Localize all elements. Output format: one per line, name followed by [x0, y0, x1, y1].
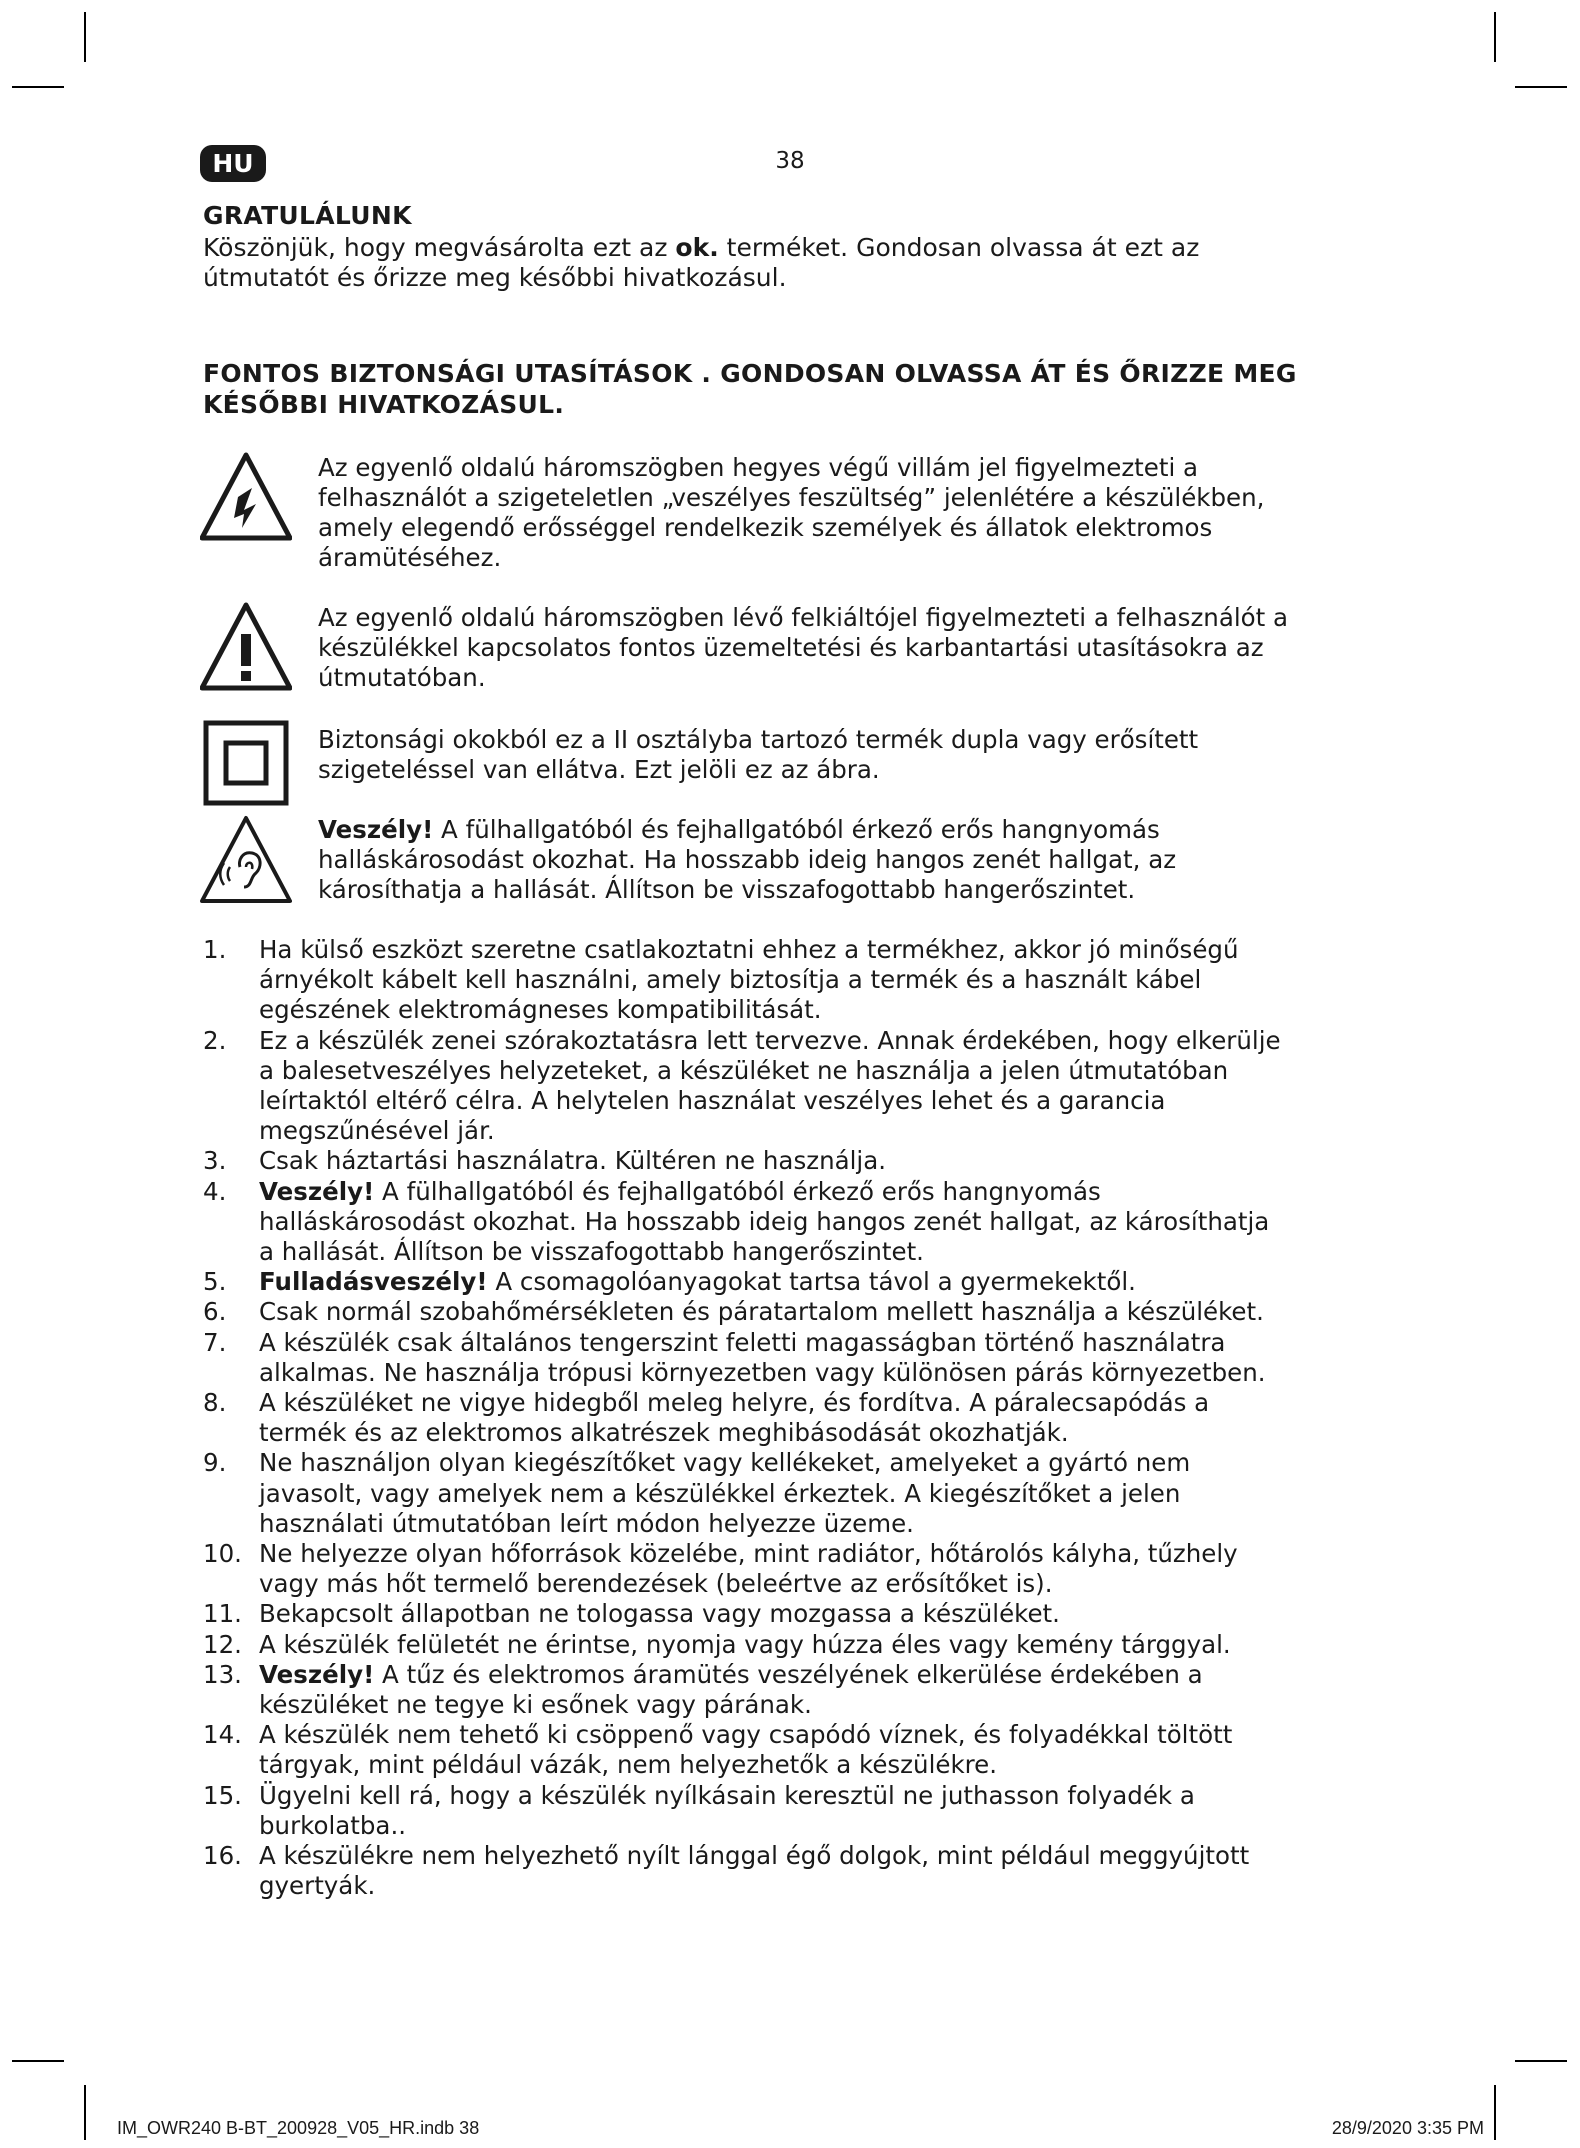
list-item: 10. Ne helyezze olyan hőforrások közelébe, mint radiátor, hőtárolós kályha, tűzhely vagy más hőt termelő berendezések (beleértve az erősítőket is). — [203, 1539, 1238, 1599]
hearing-warning-icon — [200, 815, 292, 907]
list-item: 13. Veszély! A tűz és elektromos áramütés veszélyének elkerülése érdekében a készüléket ne tegye ki esőnek vagy párának. — [203, 1659, 1203, 1720]
list-item: 12. A készülék felületét ne érintse, nyomja vagy húzza éles vagy kemény tárggyal. — [203, 1629, 1231, 1659]
lightning-warning-icon — [200, 452, 292, 544]
list-item: 8. A készüléket ne vigye hidegből meleg helyre, és fordítva. A páralecsapódás a termék és az elektromos alkatrészek meghibásodását okozhatják. — [203, 1388, 1210, 1448]
intro-paragraph: Köszönjük, hogy megvásárolta ezt az ok. terméket. Gondosan olvassa át ezt az útmutatót és őrizze meg későbbi hivatkozásul. — [203, 233, 1200, 292]
crop-mark — [84, 12, 86, 62]
crop-mark — [1515, 2060, 1567, 2062]
list-item: 11. Bekapcsolt állapotban ne tologassa vagy mozgassa a készüléket. — [203, 1599, 1060, 1629]
crop-mark — [12, 86, 64, 88]
list-item: 1. Ha külső eszközt szeretne csatlakoztatni ehhez a termékhez, akkor jó minőségű árnyékolt kábelt kell használni, amely biztosítja a termék és a használt kábel egészének elektromágneses kompatibilitását. — [203, 935, 1239, 1025]
crop-mark — [1515, 86, 1567, 88]
page-number: 38 — [775, 148, 805, 174]
crop-mark — [1494, 12, 1496, 62]
list-item: 3. Csak háztartási használatra. Kültéren ne használja. — [203, 1146, 887, 1176]
list-item: 15. Ügyelni kell rá, hogy a készülék nyílkásain keresztül ne juthasson folyadék a burkolatba.. — [203, 1780, 1195, 1840]
list-item: 2. Ez a készülék zenei szórakoztatásra lett tervezve. Annak érdekében, hogy elkerülje a balesetveszélyes helyzeteket, a készüléket ne használja a jelen útmutatóban leírtaktól eltérő célra. A helytelen használat veszélyes lehet és a garancia megszűnésével jár. — [203, 1025, 1281, 1146]
safety-rules-list — [203, 935, 1383, 1902]
footer-timestamp: 28/9/2020 3:35 PM — [1331, 2118, 1484, 2138]
list-item: 4. Veszély! A fülhallgatóból és fejhallgatóból érkező erős hangnyomás halláskárosodást okozhat. Ha hosszabb ideig hangos zenét hallgat, az károsíthatja a hallását. Állítson be visszafogottabb hangerőszintet. — [203, 1176, 1270, 1267]
list-item: 7. A készülék csak általános tengerszint feletti magasságban történő használatra alkalmas. Ne használja trópusi környezetben vagy különösen párás környezetben. — [203, 1327, 1266, 1387]
double-insulation-icon — [203, 720, 289, 806]
crop-mark — [1494, 2085, 1496, 2140]
symbol-text-hearing: Veszély! A fülhallgatóból és fejhallgatóból érkező erős hangnyomás halláskárosodást okozhat. Ha hosszabb ideig hangos zenét hallgat, az károsíthatja a hallását. Állítson be visszafogottabb hangerőszintet. — [318, 815, 1177, 904]
list-item: 9. Ne használjon olyan kiegészítőket vagy kellékeket, amelyeket a gyártó nem javasolt, vagy amelyek nem a készülékkel érkeztek. A kiegészítőket a jelen használati útmutatóban leírt módon helyezze üzeme. — [203, 1448, 1191, 1538]
brand-name: ok. — [675, 233, 719, 262]
symbol-text-insulation: Biztonsági okokból ez a II osztályba tartozó termék dupla vagy erősített szigeteléssel van ellátva. Ezt jelöli ez az ábra. — [318, 725, 1199, 784]
symbol-text-exclamation: Az egyenlő oldalú háromszögben lévő felkiáltójel figyelmezteti a felhasználót a készülékkel kapcsolatos fontos üzemeltetési és karbantartási utasításokra az útmutatóban. — [318, 603, 1289, 692]
language-badge: HU — [200, 145, 266, 182]
footer-file-info: IM_OWR240 B-BT_200928_V05_HR.indb 38 — [117, 2118, 480, 2138]
list-item: 5. Fulladásveszély! A csomagolóanyagokat tartsa távol a gyermekektől. — [203, 1267, 1136, 1297]
crop-mark — [84, 2085, 86, 2140]
exclamation-warning-icon — [200, 602, 292, 694]
crop-mark — [12, 2060, 64, 2062]
list-item: 6. Csak normál szobahőmérsékleten és páratartalom mellett használja a készüléket. — [203, 1297, 1264, 1327]
list-item: 14. A készülék nem tehető ki csöppenő vagy csapódó víznek, és folyadékkal töltött tárgyak, mint például vázák, nem helyezhetők a készülékre. — [203, 1720, 1233, 1780]
symbol-text-lightning: Az egyenlő oldalú háromszögben hegyes végű villám jel figyelmezteti a felhasználót a szigeteletlen „veszélyes feszültség” jelenlétére a készülékben, amely elegendő erősséggel rendelkezik személyek és állatok elektromos áramütéséhez. — [318, 453, 1265, 572]
congrats-heading: GRATULÁLUNK — [203, 201, 412, 230]
list-item: 16. A készülékre nem helyezhető nyílt lánggal égő dolgok, mint például meggyújtott gyertyák. — [203, 1841, 1250, 1901]
safety-heading: FONTOS BIZTONSÁGI UTASÍTÁSOK . GONDOSAN OLVASSA ÁT ÉS ŐRIZZE MEG KÉSŐBBI HIVATKOZÁSUL. — [203, 359, 1297, 419]
